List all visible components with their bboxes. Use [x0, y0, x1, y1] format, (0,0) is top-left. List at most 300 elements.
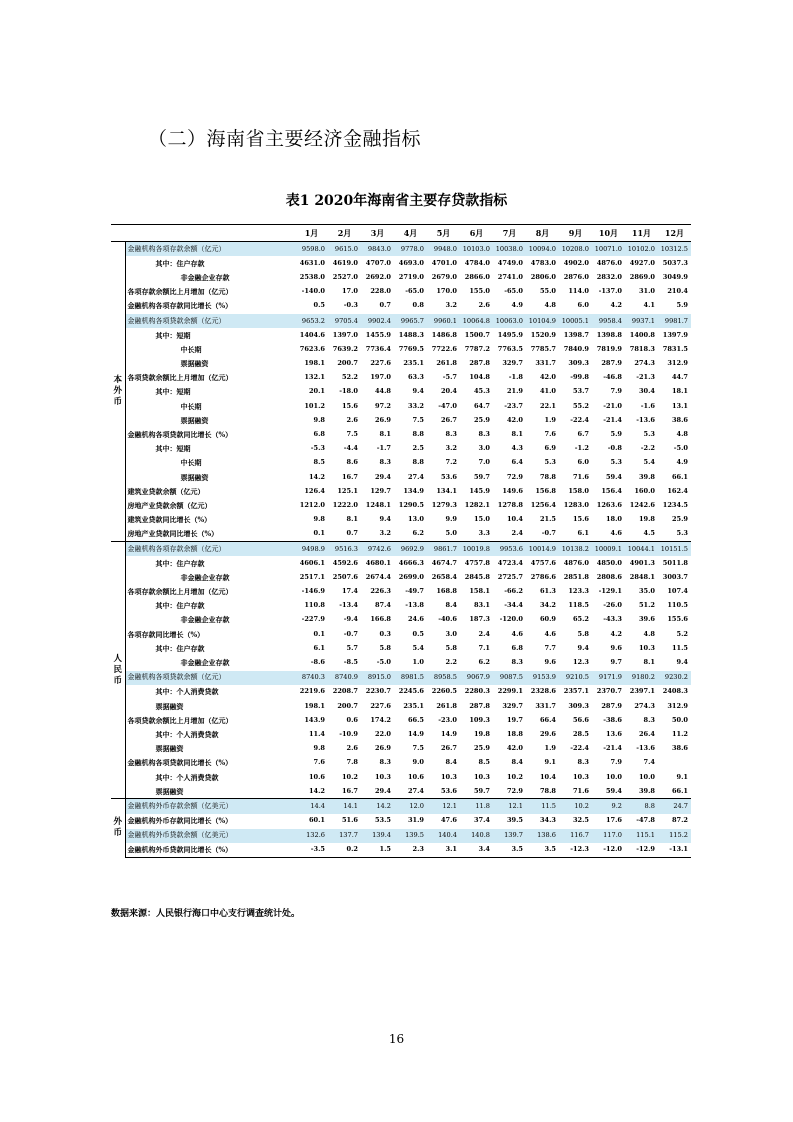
value-cell: 7623.6 [299, 344, 325, 353]
value-cell: 139.7 [493, 828, 526, 843]
value-cell: 9.6 [544, 658, 556, 667]
value-cell: 2.5 [412, 444, 424, 453]
value-cell: 9958.4 [592, 313, 625, 328]
value-cell: 4901.3 [629, 558, 655, 567]
value-cell: -0.8 [607, 444, 622, 453]
value-cell: 5.2 [676, 629, 688, 638]
value-cell: 4619.0 [332, 258, 358, 267]
value-cell: 9937.1 [625, 313, 658, 328]
value-cell: 24.7 [658, 799, 691, 814]
value-cell: 155.0 [469, 287, 490, 296]
value-cell: 9742.6 [361, 541, 394, 556]
value-cell: 59.4 [605, 472, 622, 481]
value-cell: 8.4 [445, 758, 457, 767]
value-cell: 56.6 [572, 715, 589, 724]
value-cell: 331.7 [535, 359, 556, 368]
value-cell: -4.4 [343, 444, 358, 453]
value-cell: 4674.7 [431, 558, 457, 567]
table-row [111, 799, 691, 814]
table-row [111, 670, 691, 685]
row-label: 各项存款同比增长（%） [127, 629, 205, 639]
value-cell: 9.1 [676, 772, 688, 781]
row-label: 金融机构各项存款同比增长（%） [127, 301, 233, 311]
row-label: 各项存款余额比上月增加（亿元） [127, 587, 233, 597]
value-cell: 38.6 [671, 744, 688, 753]
value-cell: 14.4 [295, 799, 328, 814]
value-cell: 198.1 [304, 359, 325, 368]
row-label: 票据融资 [155, 786, 184, 796]
value-cell: 1278.8 [497, 500, 523, 509]
value-cell: 64.7 [473, 401, 490, 410]
value-cell: 2806.0 [530, 272, 556, 281]
value-cell: -21.3 [636, 373, 655, 382]
value-cell: 2219.6 [299, 687, 325, 696]
month-header: 9月 [559, 225, 592, 242]
value-cell: 107.4 [667, 587, 688, 596]
value-cell: 7722.6 [431, 344, 457, 353]
value-cell: 10.3 [638, 643, 655, 652]
value-cell: 37.4 [473, 816, 490, 825]
value-cell: 10009.1 [592, 541, 625, 556]
value-cell: 5.0 [445, 529, 457, 538]
row-label: 金融机构各项存款余额（亿元） [125, 242, 295, 257]
value-cell: 22.1 [539, 401, 556, 410]
value-cell: 72.9 [506, 786, 523, 795]
value-cell: 228.0 [370, 287, 391, 296]
month-header: 7月 [493, 225, 526, 242]
value-cell: 51.2 [638, 601, 655, 610]
value-cell: 4.6 [511, 629, 523, 638]
value-cell: 3003.7 [662, 572, 688, 581]
value-cell: 7639.2 [332, 344, 358, 353]
value-cell: 51.6 [341, 816, 358, 825]
table-row [111, 770, 691, 784]
value-cell: 227.6 [370, 701, 391, 710]
month-header: 11月 [625, 225, 658, 242]
value-cell: 9.4 [379, 515, 391, 524]
value-cell: 331.7 [535, 701, 556, 710]
value-cell: 9861.7 [427, 541, 460, 556]
value-cell: 2538.0 [299, 272, 325, 281]
value-cell: -13.6 [636, 415, 655, 424]
value-cell: 7831.5 [662, 344, 688, 353]
row-label: 金融机构各项贷款同比增长（%） [127, 758, 233, 768]
group-label-char: 民 [113, 664, 122, 675]
table-row [111, 285, 691, 299]
value-cell: 143.9 [304, 715, 325, 724]
value-cell: 2741.0 [497, 272, 523, 281]
value-cell: 4757.6 [530, 558, 556, 567]
value-cell: 235.1 [403, 701, 424, 710]
value-cell: 2517.1 [299, 572, 325, 581]
value-cell: 17.0 [341, 287, 358, 296]
table-row [111, 685, 691, 699]
value-cell: -5.0 [673, 444, 688, 453]
value-cell: -0.7 [343, 629, 358, 638]
value-cell: 2851.8 [563, 572, 589, 581]
value-cell: 7769.5 [398, 344, 424, 353]
row-label: 其中：短期 [155, 330, 191, 340]
value-cell: -5.0 [376, 658, 391, 667]
value-cell: 137.7 [328, 828, 361, 843]
value-cell: 4902.0 [563, 258, 589, 267]
value-cell: 25.9 [473, 744, 490, 753]
value-cell: -1.2 [574, 444, 589, 453]
table-row [111, 641, 691, 655]
value-cell: -9.4 [343, 615, 358, 624]
value-cell: 5.8 [577, 629, 589, 638]
row-label: 房地产业贷款同比增长（%） [127, 529, 219, 539]
value-cell: 101.2 [304, 401, 325, 410]
value-cell: 9.0 [412, 758, 424, 767]
value-cell: 2527.0 [332, 272, 358, 281]
value-cell: 227.6 [370, 359, 391, 368]
row-label: 金融机构外币贷款同比增长（%） [125, 843, 295, 858]
value-cell: 10.3 [572, 772, 589, 781]
value-cell: 35.0 [638, 587, 655, 596]
value-cell: 53.6 [440, 472, 457, 481]
value-cell: 31.0 [638, 287, 655, 296]
group-label-char: 外 [113, 817, 122, 828]
value-cell: 7.9 [610, 758, 622, 767]
value-cell: 2679.0 [431, 272, 457, 281]
value-cell: 2.2 [445, 658, 457, 667]
value-cell: 1520.9 [530, 330, 556, 339]
value-cell: 1488.3 [398, 330, 424, 339]
value-cell: -120.0 [499, 615, 523, 624]
value-cell: 7818.3 [629, 344, 655, 353]
value-cell: 8.1 [346, 515, 358, 524]
value-cell: 329.7 [502, 701, 523, 710]
value-cell: 39.8 [638, 472, 655, 481]
value-cell: 1242.6 [629, 500, 655, 509]
value-cell: 7.2 [445, 458, 457, 467]
value-cell: -1.7 [376, 444, 391, 453]
value-cell: 7763.5 [497, 344, 523, 353]
value-cell: 9778.0 [394, 242, 427, 257]
value-cell: 4723.4 [497, 558, 523, 567]
header-blank [125, 225, 295, 242]
value-cell: 9.4 [577, 643, 589, 652]
value-cell: 8.1 [379, 430, 391, 439]
value-cell: -26.0 [603, 601, 622, 610]
value-cell: 6.1 [577, 529, 589, 538]
value-cell: -0.3 [343, 301, 358, 310]
value-cell: 329.7 [502, 359, 523, 368]
value-cell: 4606.1 [299, 558, 325, 567]
header-blank [111, 225, 125, 242]
row-label: 其中：个人消费贷款 [155, 772, 219, 782]
value-cell: 10038.0 [493, 242, 526, 257]
value-cell: 3.0 [445, 629, 457, 638]
value-cell: 2280.3 [464, 687, 490, 696]
value-cell: 2507.6 [332, 572, 358, 581]
value-cell: 8.6 [346, 458, 358, 467]
value-cell: 7840.9 [563, 344, 589, 353]
row-label: 其中：短期 [155, 387, 191, 397]
value-cell: 3.0 [478, 444, 490, 453]
group-label-char: 外 [113, 385, 122, 396]
value-cell: 2845.8 [464, 572, 490, 581]
value-cell: 2299.1 [497, 687, 523, 696]
value-cell: 10005.1 [559, 313, 592, 328]
value-cell: 9965.7 [394, 313, 427, 328]
value-cell: 174.2 [370, 715, 391, 724]
value-cell: 1455.9 [365, 330, 391, 339]
value-cell: 14.9 [440, 729, 457, 738]
value-cell: 129.7 [370, 486, 391, 495]
table-row [111, 513, 691, 527]
value-cell: -66.2 [504, 587, 523, 596]
value-cell: 1400.8 [629, 330, 655, 339]
table-row [111, 742, 691, 756]
value-cell: 9230.2 [658, 670, 691, 685]
value-cell: 115.1 [625, 828, 658, 843]
value-cell: 10.0 [605, 772, 622, 781]
value-cell: 7787.2 [464, 344, 490, 353]
value-cell: 2.4 [478, 629, 490, 638]
value-cell: 117.0 [592, 828, 625, 843]
table-row [111, 713, 691, 727]
value-cell: 26.9 [374, 415, 391, 424]
value-cell: 44.8 [374, 387, 391, 396]
table-row [111, 541, 691, 556]
value-cell: -5.7 [442, 373, 457, 382]
value-cell: 4631.0 [299, 258, 325, 267]
table-row [111, 371, 691, 385]
value-cell: 4.6 [544, 629, 556, 638]
value-cell: 4.8 [643, 629, 655, 638]
value-cell: 1279.3 [431, 500, 457, 509]
table-title: 表1 2020年海南省主要存贷款指标 [285, 193, 508, 209]
value-cell: 200.7 [337, 701, 358, 710]
value-cell: 8740.3 [295, 670, 328, 685]
value-cell: 0.1 [313, 529, 325, 538]
value-cell: 5.3 [610, 458, 622, 467]
value-cell: 59.7 [473, 786, 490, 795]
table-row [111, 399, 691, 413]
value-cell: 47.6 [440, 816, 457, 825]
value-cell: 8.8 [412, 458, 424, 467]
value-cell: 10.6 [407, 772, 424, 781]
value-cell: 166.8 [370, 615, 391, 624]
value-cell: 7.6 [313, 758, 325, 767]
value-cell: 9843.0 [361, 242, 394, 257]
value-cell: 25.9 [473, 415, 490, 424]
value-cell: 4.9 [676, 458, 688, 467]
value-cell [658, 756, 691, 770]
value-cell: -227.9 [301, 615, 325, 624]
value-cell: -129.1 [598, 587, 622, 596]
table-row [111, 299, 691, 314]
row-label: 中长期 [180, 401, 202, 411]
value-cell: 1.0 [412, 658, 424, 667]
value-cell: 2357.1 [563, 687, 589, 696]
value-cell: 8.3 [445, 430, 457, 439]
value-cell: 0.5 [313, 301, 325, 310]
value-cell: 0.6 [346, 715, 358, 724]
value-cell: -1.8 [508, 373, 523, 382]
value-cell: 34.2 [539, 601, 556, 610]
value-cell: -99.8 [570, 373, 589, 382]
row-label: 非金融企业存款 [180, 615, 230, 625]
value-cell: -47.0 [438, 401, 457, 410]
value-cell: 149.6 [502, 486, 523, 495]
value-cell: 138.6 [526, 828, 559, 843]
value-cell: 1.9 [544, 415, 556, 424]
table-row [111, 727, 691, 741]
row-label: 中长期 [180, 344, 202, 354]
value-cell: 309.3 [568, 359, 589, 368]
row-label: 其中：住户存款 [155, 558, 205, 568]
value-cell: 9.7 [610, 658, 622, 667]
value-cell: 140.8 [460, 828, 493, 843]
value-cell: 9948.0 [427, 242, 460, 257]
value-cell: 4592.6 [332, 558, 358, 567]
value-cell: 8.3 [511, 658, 523, 667]
value-cell: 9953.6 [493, 541, 526, 556]
value-cell: 17.6 [605, 816, 622, 825]
value-cell: 1.5 [361, 843, 394, 858]
table-row [111, 385, 691, 399]
month-header: 2月 [328, 225, 361, 242]
value-cell: 134.1 [436, 486, 457, 495]
table-row [111, 442, 691, 456]
value-cell: 9.8 [313, 515, 325, 524]
value-cell: 65.2 [572, 615, 589, 624]
value-cell: 8.1 [511, 430, 523, 439]
month-header: 10月 [592, 225, 625, 242]
value-cell: 10.2 [506, 772, 523, 781]
value-cell: 60.1 [308, 816, 325, 825]
value-cell: 7.5 [412, 415, 424, 424]
value-cell: 4666.3 [398, 558, 424, 567]
month-header: 8月 [526, 225, 559, 242]
value-cell: 1282.1 [464, 500, 490, 509]
value-cell: 26.7 [440, 744, 457, 753]
value-cell: 158.0 [568, 486, 589, 495]
value-cell: 25.9 [671, 515, 688, 524]
value-cell: 125.1 [337, 486, 358, 495]
value-cell: 53.5 [374, 816, 391, 825]
table-row [111, 556, 691, 570]
row-label: 金融机构外币贷款余额（亿美元） [125, 828, 295, 843]
value-cell: 11.4 [308, 729, 325, 738]
value-cell: 4.3 [511, 444, 523, 453]
value-cell: 8.8 [412, 430, 424, 439]
month-header: 5月 [427, 225, 460, 242]
value-cell: -13.4 [339, 601, 358, 610]
value-cell: -13.6 [636, 744, 655, 753]
value-cell: 14.2 [361, 799, 394, 814]
value-cell: -12.3 [559, 843, 592, 858]
table-row [111, 585, 691, 599]
value-cell: 59.4 [605, 786, 622, 795]
value-cell: 15.0 [473, 515, 490, 524]
value-cell: 2692.0 [365, 272, 391, 281]
table-row [111, 627, 691, 641]
value-cell: 2699.0 [398, 572, 424, 581]
value-cell: 66.1 [671, 472, 688, 481]
value-cell: 83.1 [473, 601, 490, 610]
value-cell: 2786.6 [530, 572, 556, 581]
value-cell: -38.6 [603, 715, 622, 724]
value-cell: 4876.0 [563, 558, 589, 567]
value-cell: 9653.2 [295, 313, 328, 328]
value-cell: 8.5 [313, 458, 325, 467]
value-cell: 12.1 [493, 799, 526, 814]
value-cell: 261.8 [436, 701, 457, 710]
value-cell: 2.4 [511, 529, 523, 538]
value-cell: 4.2 [610, 301, 622, 310]
value-cell: 9.4 [412, 387, 424, 396]
value-cell: 13.6 [605, 729, 622, 738]
row-label: 票据融资 [180, 472, 209, 482]
table-row [111, 498, 691, 512]
value-cell: 72.9 [506, 472, 523, 481]
value-cell: -65.0 [504, 287, 523, 296]
table-row [111, 828, 691, 843]
value-cell: 139.4 [361, 828, 394, 843]
value-cell: 162.4 [667, 486, 688, 495]
value-cell: 7.1 [478, 643, 490, 652]
table-row [111, 756, 691, 770]
value-cell: 210.4 [667, 287, 688, 296]
value-cell: 8.8 [625, 799, 658, 814]
value-cell: 50.0 [671, 715, 688, 724]
value-cell: 15.6 [572, 515, 589, 524]
row-label: 票据融资 [155, 701, 184, 711]
value-cell: 21.5 [539, 515, 556, 524]
row-label: 金融机构外币存款同比增长（%） [127, 816, 233, 826]
value-cell: 5011.8 [662, 558, 688, 567]
value-cell: -1.6 [640, 401, 655, 410]
value-cell: 7819.9 [596, 344, 622, 353]
value-cell: 53.6 [440, 786, 457, 795]
value-cell: 155.6 [667, 615, 688, 624]
value-cell: 5.3 [544, 458, 556, 467]
value-cell: 9960.1 [427, 313, 460, 328]
table-row [111, 342, 691, 356]
value-cell: 14.9 [407, 729, 424, 738]
value-cell: 6.0 [577, 458, 589, 467]
value-cell: 10151.5 [658, 541, 691, 556]
value-cell: 13.0 [407, 515, 424, 524]
group-label-char: 币 [113, 675, 122, 686]
value-cell: 2866.0 [464, 272, 490, 281]
value-cell: 33.2 [407, 401, 424, 410]
row-label: 各项贷款余额比上月增加（亿元） [127, 373, 233, 383]
value-cell: 1212.0 [299, 500, 325, 509]
value-cell: 28.5 [572, 729, 589, 738]
value-cell: 5.3 [643, 430, 655, 439]
value-cell: 59.7 [473, 472, 490, 481]
value-cell: 4749.0 [497, 258, 523, 267]
value-cell: 8.1 [643, 658, 655, 667]
value-cell: 7.6 [544, 430, 556, 439]
value-cell: 2.6 [346, 744, 358, 753]
table-row [111, 357, 691, 371]
value-cell: 9498.9 [295, 541, 328, 556]
row-label: 非金融企业存款 [180, 572, 230, 582]
value-cell: 12.0 [394, 799, 427, 814]
row-label: 金融机构各项存款余额（亿元） [125, 541, 295, 556]
table-row [111, 313, 691, 328]
value-cell: 1397.9 [662, 330, 688, 339]
value-cell: 17.4 [341, 587, 358, 596]
value-cell: 132.6 [295, 828, 328, 843]
value-cell: 197.0 [370, 373, 391, 382]
